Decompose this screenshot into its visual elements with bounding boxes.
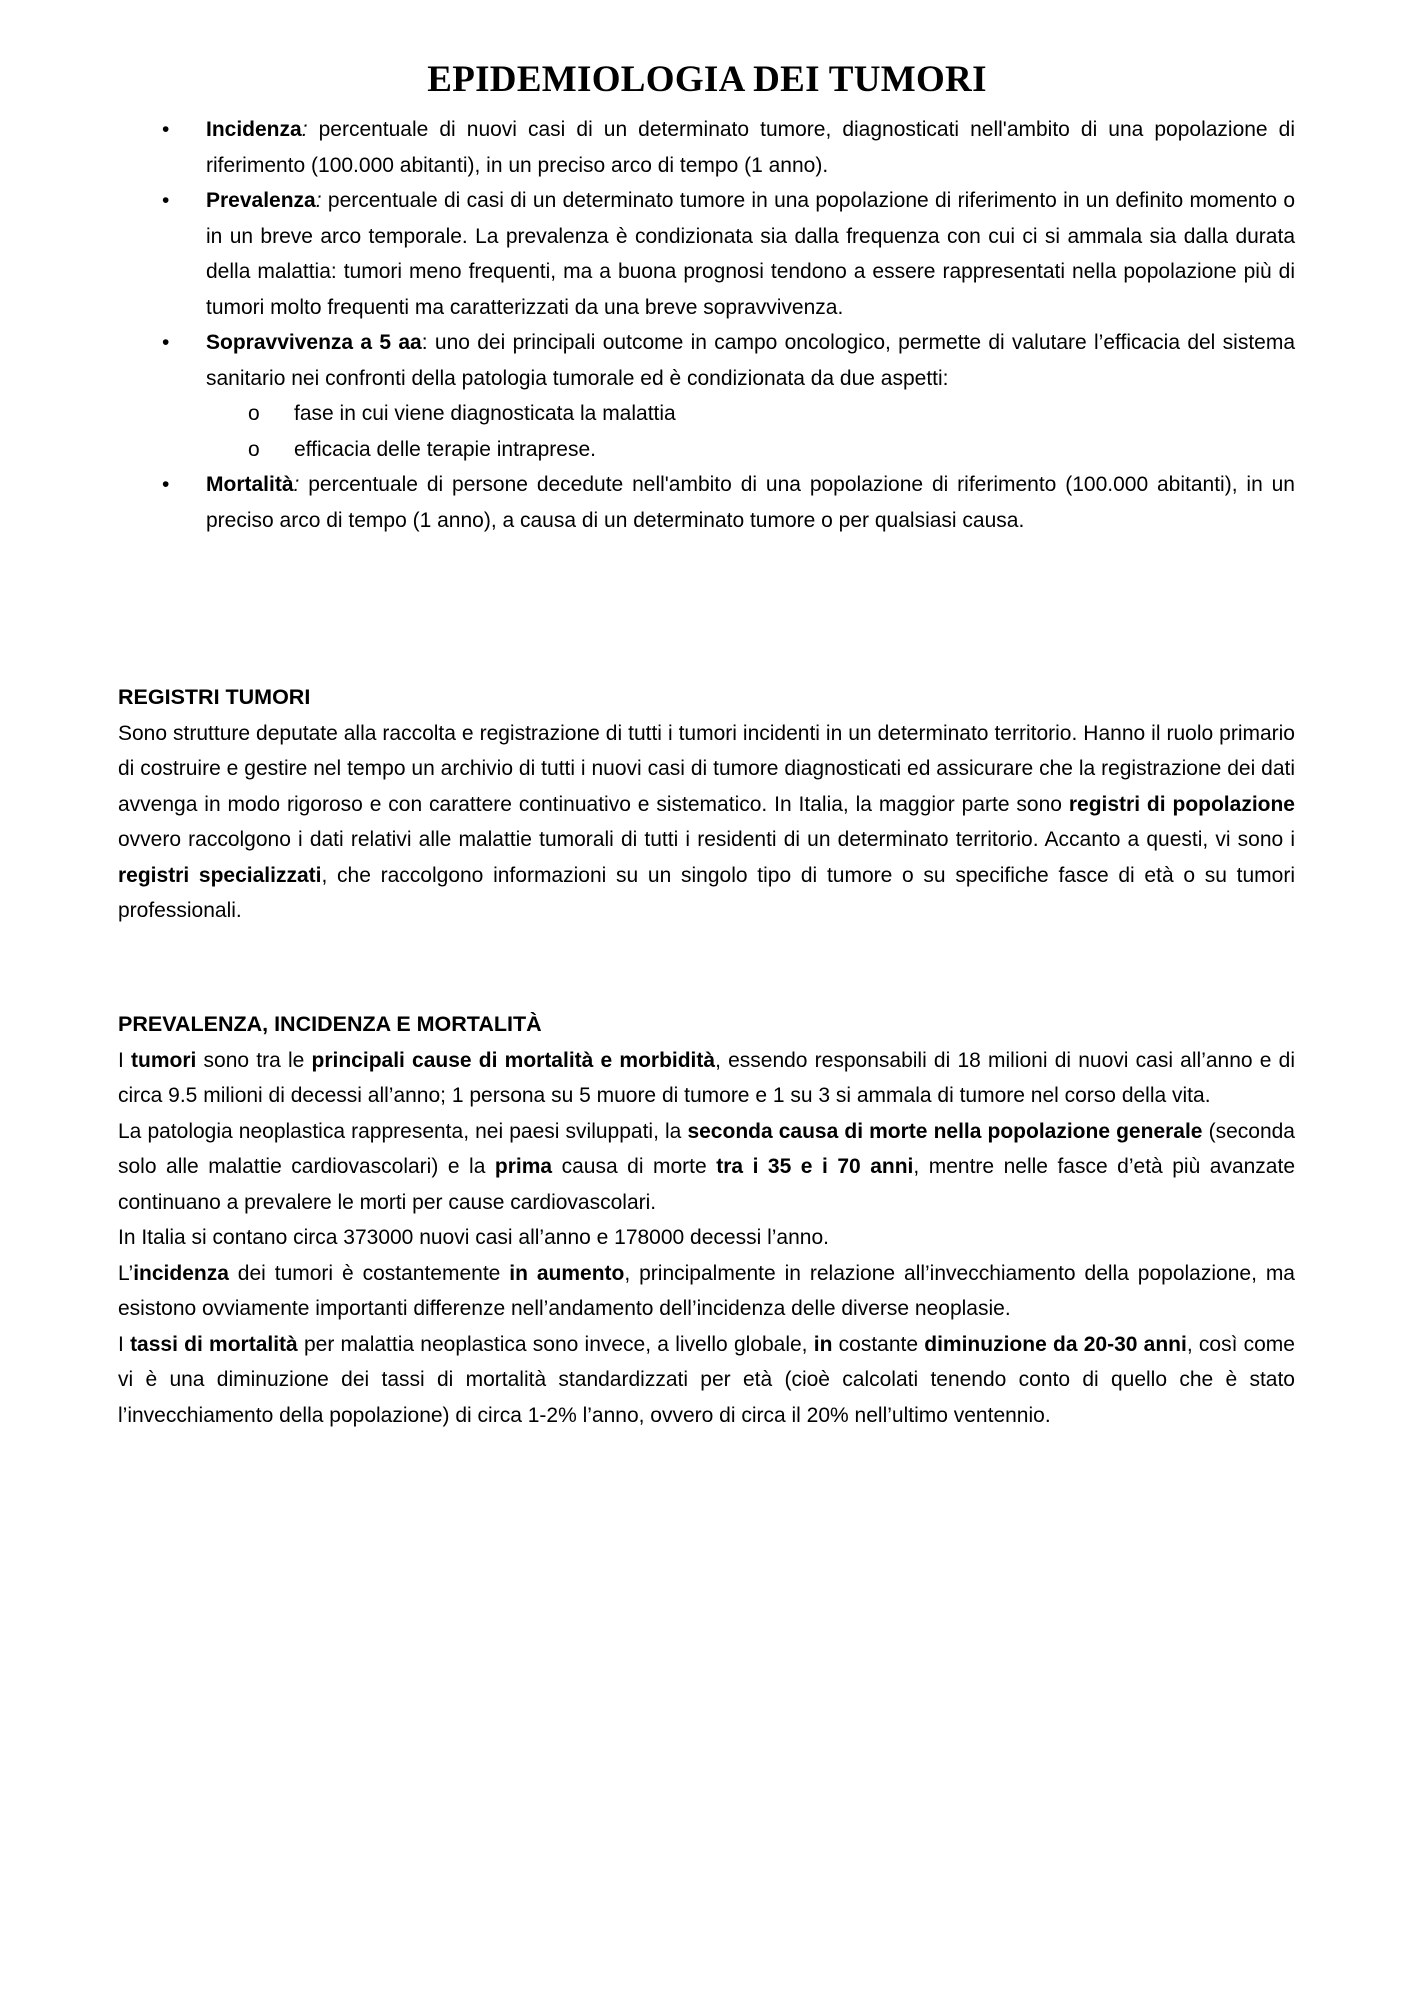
- sub-item: [206, 432, 1295, 468]
- bullet-icon: •: [162, 118, 170, 141]
- bullet-icon: •: [162, 189, 170, 212]
- text-run: , mentre nelle fasce d’età più avanzate continuano a prevalere le morti per cause cardiovascolari.: [118, 1155, 1295, 1214]
- text-run: sono tra le: [196, 1048, 312, 1072]
- definition-term: Mortalità: [206, 473, 294, 496]
- page-title: EPIDEMIOLOGIA DEI TUMORI: [427, 59, 987, 100]
- text-run: ovvero raccolgono i dati relativi alle malattie tumorali di tutti i residenti di un determinato territorio. Accanto a questi, vi sono i: [118, 828, 1295, 851]
- text-run: I: [118, 1048, 132, 1072]
- bold-run: diminuzione da 20-30 anni: [924, 1332, 1187, 1356]
- paragraph: [118, 1114, 1295, 1221]
- text-run: (seconda solo alle malattie cardiovascolari) e la: [118, 1119, 1295, 1178]
- paragraph: [118, 716, 1295, 929]
- text-run: causa di morte: [552, 1155, 717, 1178]
- sub-list: [206, 396, 1295, 467]
- bold-run: prima: [494, 1155, 553, 1178]
- circle-bullet-icon: o: [248, 437, 260, 461]
- circle-bullet-icon: o: [248, 402, 260, 425]
- text-run: dei tumori è costantemente: [228, 1261, 510, 1285]
- text-run: Sono strutture deputate alla raccolta e registrazione di tutti i tumori incidenti in un determinato territorio. Hanno il ruolo primario di costruire e gestire nel tempo un archivio di tutti i nuovi casi di tumore diagnosticati ed assicurare che la registrazione dei dati avvenga in modo rigoroso e con carattere continuativo e sistematico. In Italia, la maggior parte sono: [118, 721, 1295, 816]
- definition-colon: :: [421, 331, 428, 354]
- bold-run: registri specializzati: [118, 863, 322, 887]
- paragraph: In Italia si contano circa 373000 nuovi casi all’anno e 178000 decessi l’anno.: [118, 1226, 829, 1249]
- definition-item-sopravvivenza: [162, 325, 1295, 467]
- sub-item: [206, 396, 1295, 432]
- definition-text: percentuale di persone decedute nell'ambito di una popolazione di riferimento (100.000 abitanti), in un preciso arco di tempo (1 anno), a causa di un determinato tumore o per qualsiasi causa.: [206, 473, 1295, 532]
- bold-run: incidenza: [133, 1261, 229, 1285]
- bold-run: tassi di mortalità: [130, 1332, 298, 1356]
- definition-item-incidenza: [162, 112, 1295, 183]
- definitions-list: [162, 112, 1295, 538]
- definition-colon: :: [315, 189, 322, 212]
- text-run: per malattia neoplastica sono invece, a livello globale,: [297, 1332, 814, 1356]
- text-run: , così come vi è una diminuzione dei tassi di mortalità standardizzati per età (cioè calcolati tenendo conto di quello che è stato l’invecchiamento della popolazione) di circa 1-2% l’anno, ovvero di circa il 20% nell’ultimo ventennio.: [118, 1332, 1295, 1427]
- bullet-icon: •: [162, 331, 170, 354]
- section-heading: PREVALENZA, INCIDENZA E MORTALITÀ: [118, 1012, 542, 1036]
- sub-item-text: fase in cui viene diagnosticata la malattia: [294, 402, 676, 425]
- text-run: , essendo responsabili di 18 milioni di nuovi casi all’anno e di circa 9.5 milioni di decessi all’anno; 1 persona su 5 muore di tumore e 1 su 3 si ammala di tumore nel corso della vita.: [118, 1048, 1295, 1107]
- text-run: I: [118, 1332, 131, 1356]
- bullet-icon: •: [162, 473, 170, 496]
- paragraph: [118, 1327, 1295, 1434]
- definition-item-prevalenza: [162, 183, 1295, 325]
- text-run: , principalmente in relazione all’invecchiamento della popolazione, ma esistono ovviamente importanti differenze nell’andamento dell’incidenza delle diverse neoplasie.: [118, 1261, 1295, 1320]
- registri-section: [118, 680, 1295, 929]
- definition-text: percentuale di casi di un determinato tumore in una popolazione di riferimento in un definito momento o in un breve arco temporale. La prevalenza è condizionata sia dalla frequenza con cui ci si ammala sia dalla durata della malattia: tumori meno frequenti, ma a buona prognosi tendono a essere rappresentati nella popolazione più di tumori molto frequenti ma caratterizzati da una breve sopravvivenza.: [206, 189, 1295, 319]
- bold-run: principali cause di mortalità e morbidità: [311, 1048, 716, 1072]
- definition-text: percentuale di nuovi casi di un determinato tumore, diagnosticati nell'ambito di una popolazione di riferimento (100.000 abitanti), in un preciso arco di tempo (1 anno).: [206, 118, 1295, 177]
- definition-colon: :: [293, 473, 300, 496]
- text-run: L’: [118, 1261, 134, 1285]
- definition-term: Incidenza: [206, 118, 302, 141]
- bold-run: in: [813, 1332, 833, 1356]
- definition-colon: :: [301, 118, 308, 141]
- definition-item-mortalita: [162, 467, 1295, 538]
- bold-run: in aumento: [509, 1261, 625, 1285]
- bold-run: seconda causa di morte nella popolazione generale: [687, 1119, 1203, 1143]
- paragraph: [118, 1043, 1295, 1114]
- sub-item-text: efficacia delle terapie intraprese.: [294, 437, 596, 461]
- paragraph: [118, 1256, 1295, 1327]
- bold-run: tumori: [131, 1048, 197, 1072]
- definition-term: Sopravvivenza a 5 aa: [206, 331, 422, 354]
- definition-text: uno dei principali outcome in campo oncologico, permette di valutare l’efficacia del sistema sanitario nei confronti della patologia tumorale ed è condizionata da due aspetti:: [206, 331, 1296, 390]
- prevalenza-section: [118, 1007, 1295, 1433]
- section-heading: REGISTRI TUMORI: [118, 685, 311, 709]
- bold-run: tra i 35 e i 70 anni: [716, 1155, 914, 1178]
- text-run: La patologia neoplastica rappresenta, nei paesi sviluppati, la: [118, 1119, 688, 1143]
- bold-run: registri di popolazione: [1068, 792, 1295, 816]
- text-run: , che raccolgono informazioni su un singolo tipo di tumore o su specifiche fasce di età o su tumori professionali.: [118, 863, 1295, 922]
- text-run: costante: [832, 1332, 925, 1356]
- definition-term: Prevalenza: [206, 189, 316, 212]
